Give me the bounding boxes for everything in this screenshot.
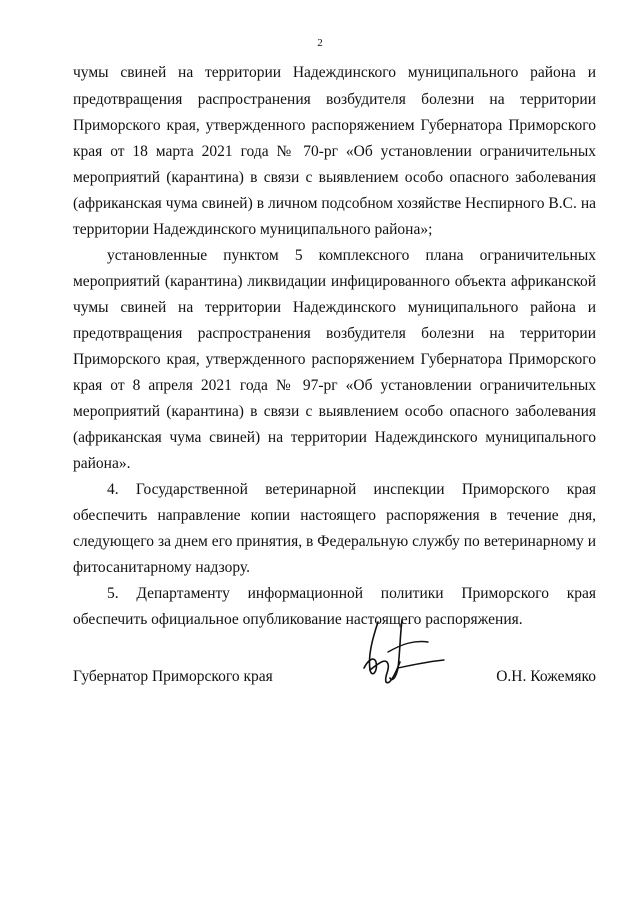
text-line: (африканская чума свиней) в личном подсобном хозяйстве Неспирного В.С. на — [73, 195, 596, 212]
handwritten-signature — [348, 612, 448, 692]
text-line: обеспечить направление копии настоящего распоряжения в течение дня, — [73, 507, 596, 524]
text-line: (африканская чума свиней) на территории Надеждинского муниципального — [73, 429, 596, 446]
text-line: мероприятий (карантина) в связи с выявлением особо опасного заболевания — [73, 403, 596, 420]
signatory-name: О.Н. Кожемяко — [496, 668, 596, 685]
text-line: района». — [73, 455, 131, 472]
text-line: мероприятий (карантина) в связи с выявлением особо опасного заболевания — [73, 169, 596, 186]
text-line: установленные пунктом 5 комплексного плана ограничительных — [107, 247, 596, 264]
text-line: предотвращения распространения возбудителя болезни на территории — [73, 91, 596, 108]
text-line: территории Надеждинского муниципального района»; — [73, 221, 433, 238]
text-line: Приморского края, утвержденного распоряжением Губернатора Приморского — [73, 117, 596, 134]
signatory-title: Губернатор Приморского края — [73, 668, 273, 685]
text-line: следующего за днем его принятия, в Федеральную службу по ветеринарному и — [73, 533, 596, 550]
text-line: 4. Государственной ветеринарной инспекции Приморского края — [107, 481, 596, 498]
page-number: 2 — [317, 37, 323, 49]
text-line: края от 8 апреля 2021 года № 97-рг «Об установлении ограничительных — [73, 377, 596, 394]
text-line: мероприятий (карантина) ликвидации инфицированного объекта африканской — [73, 273, 596, 290]
text-line: чумы свиней на территории Надеждинского муниципального района и — [73, 64, 596, 81]
text-line: обеспечить официальное опубликование настоящего распоряжения. — [73, 611, 523, 628]
text-line: предотвращения распространения возбудителя болезни на территории — [73, 325, 596, 342]
text-line: фитосанитарному надзору. — [73, 559, 251, 576]
text-line: чумы свиней на территории Надеждинского муниципального района и — [73, 299, 596, 316]
text-line: 5. Департаменту информационной политики Приморского края — [107, 585, 596, 602]
text-line: Приморского края, утвержденного распоряжением Губернатора Приморского — [73, 351, 596, 368]
text-line: края от 18 марта 2021 года № 70-рг «Об установлении ограничительных — [73, 143, 596, 160]
